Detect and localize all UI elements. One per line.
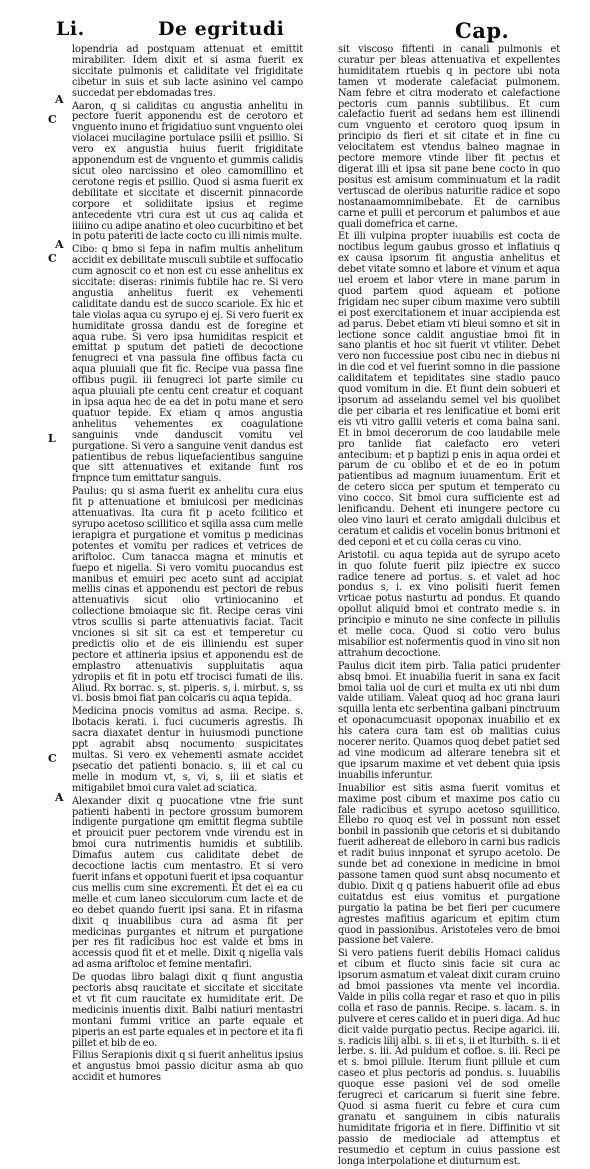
running-title-left: De egritudi bbox=[158, 18, 285, 40]
paragraph: Paulus dicit item pirb. Talia patici prudenter absq bmoi. Et inuabilia fuerit in sana ex facit bmoi talia uol de curi et multa ex uti nbi dum valde utiliam. Valeat quoq ad hoc grana lauri squilla lenta etc serbentina galbani pinctruum et oponacumcuasit opoponax inuabilio et ex his catera cura tam est ob malitias cuius nocerer nerito. Quamos quoq debet patiet sed ad vine modicum ad alterare tenebra sit et que ipsarum maxime et vet debent quia ipsis inuabilis inferuntur. bbox=[338, 660, 560, 781]
paragraph: Inuabilior est sitis asma fuerit vomitus et maxime post cibum et maxime pos catio cu fale radicibus et syrupo acetoso squillitico. Ellebo ro quoq est vel in possunt non esset bonbil in passionib que cetoris et si dubitando fuerit adhereat de elleboro in carni bus radicis et radit buius innponat et syrupo acetolo. De sunde bet ad conexione in medicine in bmoi passone tamen quod sunt absq nocumento et dubio. Dixit q q patiens habuerit ofile ad ebus cuitatdus est eius vomitus et purgatione purgatio la patina be bet fieri per cucumere agrestes mafitius agaricum et epitim ctum quod in passionibus. Aristoteles vero de bmoi passione bet valere. bbox=[338, 782, 560, 947]
paragraph: Filius Serapionis dixit q si fuerit anhelitus ipsius et angustus bmoi passio dicitur asma ab quo accidit et humores bbox=[72, 1050, 303, 1084]
margin-letter: A bbox=[55, 93, 64, 106]
running-title-right: Cap. bbox=[455, 18, 510, 43]
paragraph: Aristotil. cu aqua tepida aut de syrupo aceto in quo folute fuerit pilz ipiectre ex succo radice tenere ad portus. s. et valet ad hoc pondus s, i. ex vino polisiti fuerit femen vrticae potus nasturtu ad pondus. Et quando opollut aliquid bmoi et contrato medie s. in principio e minuto ne sine confecte in pillulis et melle coca. Quod si cotio vero bulus misabilior est nofermentis quod in vino sit non attrahum decoctione. bbox=[338, 549, 560, 659]
left-text-column bbox=[72, 45, 303, 1086]
margin-letter: L bbox=[48, 432, 56, 445]
paragraph: Alexander dixit q puocatione vtne frie sunt patienti habenti in pectore grossum bumorem indigente purgatione qm emittit flegma subtile et prouicit puer pectorem vnde virendu est in bmoi cura nutrimentis humidis et subtilib. Dimafus autem cus caliditate debet de decoctione lactis cum mentastro. Et si vero fuerit infans et oppotuni fuerit et ipsa coquantur cus mellis cum sine excrementi. Et det ei ea cu melle et cum laneo sicculorum cum lacte et de eo debet quando fuerit ipsi sana. Et in rifasma dixit q inuabilibus cura ad asma fit per medicinas purgantes et nitrum et purgatione per res fit radicibus hoc est valde et bms in accessis quod fit et et melle. Dixit q nigella vals ad asma ariftoloc et femine mentafiri. bbox=[72, 795, 303, 971]
margin-letter: C bbox=[48, 252, 57, 265]
paragraph: lopendria ad postquam attenuat et emittit mirabiliter. Idem dixit et si asma fuerit ex siccitate pulmonis et caliditate vel frigiditate cibetur in suis et sub lacte asinino vel campo succedat per ebdomadas tres. bbox=[72, 44, 303, 99]
margin-letter: C bbox=[48, 113, 57, 126]
paragraph: Medicina pnocis vomitus ad asma. Recipe. s. lbotacis kerati. i. fuci cucumeris agrestis. Ih sacra diaxatet dentur in huiusmodi punctione ppt agrabit absq nocumento suspicitates multas. Si vero ex vehementi asmate accidet psecatio det patienti bonacio. s, iii et cal cu melle in modum vt, s, vi, s, iii et siatis et mitigabilet bmoi cura valet ad sciatica. bbox=[72, 706, 303, 794]
paragraph: Aaron, q si caliditas cu angustia anhelitu in pectore fuerit apponendu est de cerotoro et vnguento inuno et frigidatiuo sunt vnguento olei violacei mucilagine portulace psilii et psillio. Si vero ex angustia huius fuerit frigiditate apponendum est de vnguento et gummis calidis sicut oleo narcissino et oleo camomillino et cerotone regis et psillio. Quod si asma fuerit ex debilitate et siccitate et discernit pinnacorde corpore et solidiitate ipsius et regime antecedente vtri cura est ut cus aq calida et iiiiino cu adipe anatino et oleo cucurbitino et bet in potu pateriti de lacte cocto cu illi nimis multe. bbox=[72, 100, 303, 243]
margin-letter: A bbox=[55, 238, 64, 251]
paragraph: Cibo: q bmo si fepa in nafim multis anhelitum accidit ex debilitate musculi subtile et suffocatio cum agnoscit co et non est cu esse anhelitus ex siccitate: diseras: rinimis fubtile hac re. Si vero angustia anhelitus fuerit ex vehementi caliditate dandu est de succo scariole. Ex hic et tale violas aqua cu syrupo ej ej. Si vero fuerit ex humiditate grossa dandu est de foregine et aqua rube. Si vero ipsa humiditas respicit et emittat p sputum det patieti de decoctione fenugreci et vna passula fine offibus facta cu aqua pluuiali que fit fic. Recipe vua passa fine offibus pugil. iii fenugreci lot parte simile cu aqua pluuiali pte centu cent creatur et coquant in ipsa aqua hec de ea det in potu mane et sero quatuor tepide. Ex etiam q amos angustia anhelitus vehementes ex coagulatione sanguinis vnde danduscit vomitu vel purgatione. Si vero a sanguine venit dandus est patientibus de rebus liquefacientibus sanguine que sitt attenuatives et exitande funt ros frnpnce tum emittatur sanguis. bbox=[72, 244, 303, 485]
paragraph: Paulus: qu si asma fuerit ex anhelitu cura eius fit p attenuatione et bmiuicosi per medicinas attenuativas. Ita cura fit p aceto fcilitico et syrupo acetoso scillitico et sqilla assa cum melle ierapigra et purgatione et vomitus p medicinas potentes et vomitu per radices et vetrices de ariftoloc. Cum tanacca magna et minutis et fuepo et nigella. Si vero vomitu puocandus est manibus et emuiri pec aceto sunt ad accipiat mellis cinas et apponendu est pectori de rebus attenuativis sicut olio vrtiniocanino et collectione bmoiaque sic fit. Recipe ceras vini vtros scullis si parte attenuativis faciat. Tacit vnciones si sit sit ca est et temperetur cu predictis olio et de eis illiniendu est super pectore et attineria ipsius et apponendu est de emplastro attenuativis suppluitatis aqua ydropiis et fit in potu etf trocisci fumati de ilis. Aliud. Rx borrac. s, st. piperis. s, i. mirbut. s, ss vi. bosis bmoi fiat pan colcaris cu aqua tepida. bbox=[72, 486, 303, 705]
right-text-column bbox=[338, 45, 560, 1169]
paragraph: Si vero patiens fuerit debilis Homaci calidus et cibum et flucto sinis facie sit cura ac ipsorum asmatum et valeat dixit curam cruino ad bmoi passiones vta mente vel incordia. Valde in pilis colla regar et raso et quo in pilis colla et raso de pannis. Recipe. s. lacam. s. in pulvere et ceres calido et in pueri diga. Ad huc dicit valde purgatio pectus. Recipe agarici. iii. s. radicis lilij albi. s. iii et s, ii et lturbith. s. ii et lerbe. s. iii. Ad puldum et cofloe. s. iii. Reci pe et s. bmoi pillule. Iterum fiunt pillule et cum caseo et plus pectoris ad pondus. s. Iuuabilis quoque esse pasioni vel de sod omelle ferugreci et caricarum si fuerit sine febre. Quod si asma fuerit cu febre et cura cum granatu et sanguinem in cibis naturalis humiditate frigoria et in fiere. Diffinitio vt sit passio de mediociale ad attemptus et resumedio et ceptum in cuius passione est longa interpolatione et diuturnum est. bbox=[338, 948, 560, 1167]
margin-letter: A bbox=[55, 791, 64, 804]
paragraph: sit viscoso fiftenti in canali pulmonis et curatur per bleas attenuativa et expellentes humiditatem rtuebis q in pectore ubi nota tamen vt moderate calefaciat pulmonem. Nam febre et citra moderato et calefactione pectoris cum pannis subtilibus. Et cum calefactio fuerit ad sedans hem est illinendi cum vnguento et cerotoro quoq ipsum in principio ds fieri et sit citate et in fine cu velocitatem est vtendus balneo magnae in pectore memore vtinde liber fit pectus et digerat illi et ipsa sit pane bene cocto in quo positus est amisum comminuatum et la radit vertuscad de oleribus naturitie radice et sopo nostanaamomnimibebate. Et de carnibus carne et pulli et percorum et palumbos et aue quali domefrica et carne. bbox=[338, 44, 560, 230]
paragraph: Et illi vulpina propter iuuabilis est cocta de noctibus legum gaubus grosso et inflatiuis q ex causa ipsorum fit angustia anhelitus et debet vitate somno et labore et vinum et aqua uel eroem et labor vtere in mane parum in quod partem quod aqueam et potione frigidam nec super cibum maxime vero subtili ei post exercitationem et inuar accipienda est ad parus. Debet etiam vti bleui somno et sit in lectione sonce caldit angustiae bmoi fit in sano plantis et hoc sit fuerit vt vtiliter. Debet vero non fuccessiue post cibu nec in diebus ni in die cod et vel fuerint somno in die passione caliditatem et tepiditates sine stadio pauco quod vomitum in die. Et fiunt dein sobueri et ipsorum ad asselandu semel vel bis quolibet die per cibaria et res lenificatiue et bomi erit eis vti vitro gallii veteris et coma balna sani. Et in bmoi decerorum de coo laudabile mele pro tanlide fiat calefacto ero veteri antecibum: et p baptizi p enis in aqua ordei et parum de cu oblibo et et de eo in potum patientibus ad magnum iuuamentum. Erit et de cetero sicca per sputum et temperato cu vino cocco. Sit bmoi cura sufficiente est ad lenificandu. Dehent eti inungere pectore cu oleo vino lauri et cerato amigdali dulcibus et ceratum et calidis et vocelin bonus britmoni et ded ceponi et et cu colla ceras cu vino. bbox=[338, 231, 560, 548]
paragraph: De quodas libro balagi dixit q fiunt angustia pectoris absq raucitate et siccitate et siccitate et vt fit cum raucitate ex humiditate erit. De medicinis inuentis dixit. Balbi natiuri mentastri montani fummi vritice an parte equale et piperis an est parte equales et in pectore et ita fi pillet et bib de eo. bbox=[72, 972, 303, 1049]
folio-number: Li. bbox=[56, 18, 85, 40]
margin-letter: C bbox=[48, 752, 57, 765]
